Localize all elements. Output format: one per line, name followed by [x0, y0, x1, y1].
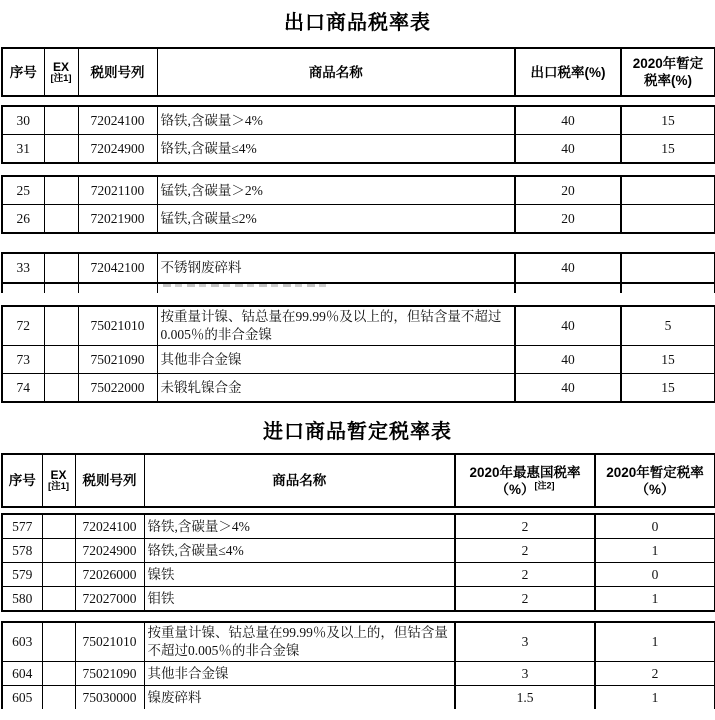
ex-cell	[44, 176, 78, 205]
rate1-cell: 3	[455, 622, 595, 662]
code-cell: 75021010	[78, 306, 157, 346]
seq-cell: 579	[2, 563, 42, 587]
ex-cell	[42, 587, 75, 612]
col-header-seq: 序号	[2, 48, 44, 96]
ex-cell	[44, 106, 78, 135]
col-header-provisional-rate-line1: 2020年暂定	[632, 56, 704, 71]
import-fragment-ferroalloys	[1, 513, 715, 612]
code-cell: 75022000	[78, 374, 157, 403]
col-header-mfn-rate-note: [注2]	[534, 480, 555, 490]
rate1-cell: 1.5	[455, 686, 595, 710]
table-row	[2, 346, 715, 374]
col-header-provisional-rate	[595, 454, 715, 507]
ex-cell	[42, 539, 75, 563]
col-header-provisional-rate	[621, 48, 715, 96]
rate1-cell: 40	[515, 135, 621, 164]
ex-cell	[44, 346, 78, 374]
seq-cell: 26	[2, 205, 44, 234]
col-header-ex-label: EX	[50, 468, 67, 482]
ex-cell	[42, 662, 75, 686]
rate2-cell	[621, 253, 715, 283]
code-cell: 72042100	[78, 253, 157, 283]
rate1-cell: 40	[515, 374, 621, 403]
code-cell: 72021900	[78, 205, 157, 234]
rate1-cell: 40	[515, 346, 621, 374]
table-row	[2, 374, 715, 403]
seq-cell: 72	[2, 306, 44, 346]
name-cell: 其他非合金镍	[144, 662, 455, 686]
seq-cell: 30	[2, 106, 44, 135]
code-cell: 75030000	[75, 686, 144, 710]
rate1-cell: 2	[455, 539, 595, 563]
code-cell: 72027000	[75, 587, 144, 612]
rate2-cell: 1	[595, 622, 715, 662]
ex-cell	[44, 253, 78, 283]
rate2-cell: 1	[595, 686, 715, 710]
name-cell	[157, 283, 515, 293]
name-cell: 铬铁,含碳量＞4%	[157, 106, 515, 135]
table-row	[2, 253, 715, 283]
header-row	[2, 454, 715, 507]
export-fragment-stainless	[1, 252, 715, 293]
rate1-cell	[515, 283, 621, 293]
name-cell: 按重量计镍、钴总量在99.99％及以上的，但钴含量不超过0.005％的非合金镍	[144, 622, 455, 662]
col-header-provisional-rate-line1: 2020年暂定税率	[606, 464, 704, 480]
rate2-cell	[621, 205, 715, 234]
col-header-ex-note: [注1]	[50, 72, 72, 84]
import-table-title: 进口商品暂定税率表	[263, 421, 452, 443]
rate2-cell: 1	[595, 587, 715, 612]
code-cell: 72026000	[75, 563, 144, 587]
table-row	[2, 106, 715, 135]
col-header-seq: 序号	[2, 454, 42, 507]
name-cell: 锰铁,含碳量＞2%	[157, 176, 515, 205]
col-header-mfn-rate-paren: （%）	[495, 481, 535, 497]
rate2-cell	[621, 283, 715, 293]
seq-cell: 33	[2, 253, 44, 283]
name-cell: 其他非合金镍	[157, 346, 515, 374]
export-table-title: 出口商品税率表	[284, 12, 431, 34]
name-cell: 铬铁,含碳量≤4%	[144, 539, 455, 563]
name-cell: 镍铁	[144, 563, 455, 587]
rate2-cell	[621, 176, 715, 205]
ex-cell	[44, 205, 78, 234]
export-fragment-manganese	[1, 175, 715, 234]
ex-cell	[42, 686, 75, 710]
name-cell: 铬铁,含碳量＞4%	[144, 514, 455, 539]
header-row	[2, 48, 715, 96]
ex-cell	[42, 622, 75, 662]
table-row	[2, 306, 715, 346]
seq-cell: 73	[2, 346, 44, 374]
col-header-provisional-rate-line2: 税率(%)	[644, 73, 692, 88]
table-row	[2, 563, 715, 587]
col-header-ex-label: EX	[52, 59, 69, 74]
name-cell: 未锻轧镍合金	[157, 374, 515, 403]
code-cell: 75021090	[78, 346, 157, 374]
name-cell: 镍废碎料	[144, 686, 455, 710]
rate2-cell: 5	[621, 306, 715, 346]
code-cell: 72021100	[78, 176, 157, 205]
table-row	[2, 514, 715, 539]
seq-cell: 31	[2, 135, 44, 164]
col-header-name: 商品名称	[144, 454, 455, 507]
export-table-header	[1, 47, 715, 97]
name-cell: 锰铁,含碳量≤2%	[157, 205, 515, 234]
code-cell: 72024900	[75, 539, 144, 563]
col-header-mfn-rate	[455, 454, 595, 507]
rate2-cell: 15	[621, 135, 715, 164]
rate2-cell: 15	[621, 346, 715, 374]
rate1-cell: 40	[515, 106, 621, 135]
rate1-cell: 40	[515, 306, 621, 346]
table-row	[2, 176, 715, 205]
clipped-row	[2, 283, 715, 293]
name-cell: 钼铁	[144, 587, 455, 612]
rate1-cell: 2	[455, 514, 595, 539]
col-header-ex	[44, 48, 78, 96]
seq-cell: 74	[2, 374, 44, 403]
table-row	[2, 539, 715, 563]
rate2-cell: 15	[621, 374, 715, 403]
table-row	[2, 135, 715, 164]
code-cell: 75021090	[75, 662, 144, 686]
rate2-cell: 2	[595, 662, 715, 686]
rate2-cell: 0	[595, 514, 715, 539]
col-header-ex-note: [注1]	[47, 481, 70, 492]
ex-cell	[44, 306, 78, 346]
import-fragment-nickel	[1, 621, 715, 709]
name-cell: 不锈钢废碎料	[157, 253, 515, 283]
rate1-cell: 2	[455, 563, 595, 587]
ex-cell	[42, 514, 75, 539]
seq-cell: 578	[2, 539, 42, 563]
rate1-cell: 40	[515, 253, 621, 283]
col-header-name: 商品名称	[157, 48, 515, 96]
col-header-code: 税则号列	[78, 48, 157, 96]
table-row	[2, 622, 715, 662]
rate2-cell: 15	[621, 106, 715, 135]
name-cell: 按重量计镍、钴总量在99.99％及以上的，但钴含量不超过0.005％的非合金镍	[157, 306, 515, 346]
col-header-mfn-rate-line2	[459, 481, 591, 498]
table-row	[2, 587, 715, 612]
ex-cell	[44, 374, 78, 403]
code-cell: 75021010	[75, 622, 144, 662]
table-row	[2, 686, 715, 710]
col-header-code: 税则号列	[75, 454, 144, 507]
rate1-cell: 20	[515, 205, 621, 234]
name-cell: 铬铁,含碳量≤4%	[157, 135, 515, 164]
rate1-cell: 3	[455, 662, 595, 686]
ex-cell	[44, 283, 78, 293]
ex-cell	[44, 135, 78, 164]
rate1-cell: 20	[515, 176, 621, 205]
code-cell: 72024100	[75, 514, 144, 539]
seq-cell: 605	[2, 686, 42, 710]
table-row	[2, 662, 715, 686]
import-table-header	[1, 453, 715, 508]
document-page	[1, 10, 714, 709]
seq-cell: 577	[2, 514, 42, 539]
seq-cell: 580	[2, 587, 42, 612]
code-cell	[78, 283, 157, 293]
col-header-mfn-rate-line1: 2020年最惠国税率	[469, 464, 581, 480]
col-header-ex	[42, 454, 75, 507]
col-header-provisional-rate-line2: （%）	[635, 481, 675, 497]
seq-cell: 25	[2, 176, 44, 205]
rate1-cell: 2	[455, 587, 595, 612]
export-fragment-chrome	[1, 105, 715, 164]
rate2-cell: 0	[595, 563, 715, 587]
rate2-cell: 1	[595, 539, 715, 563]
table-row	[2, 205, 715, 234]
seq-cell: 604	[2, 662, 42, 686]
seq-cell	[2, 283, 44, 293]
code-cell: 72024900	[78, 135, 157, 164]
seq-cell: 603	[2, 622, 42, 662]
ex-cell	[42, 563, 75, 587]
col-header-export-rate: 出口税率(%)	[515, 48, 621, 96]
code-cell: 72024100	[78, 106, 157, 135]
export-fragment-nickel	[1, 305, 715, 403]
